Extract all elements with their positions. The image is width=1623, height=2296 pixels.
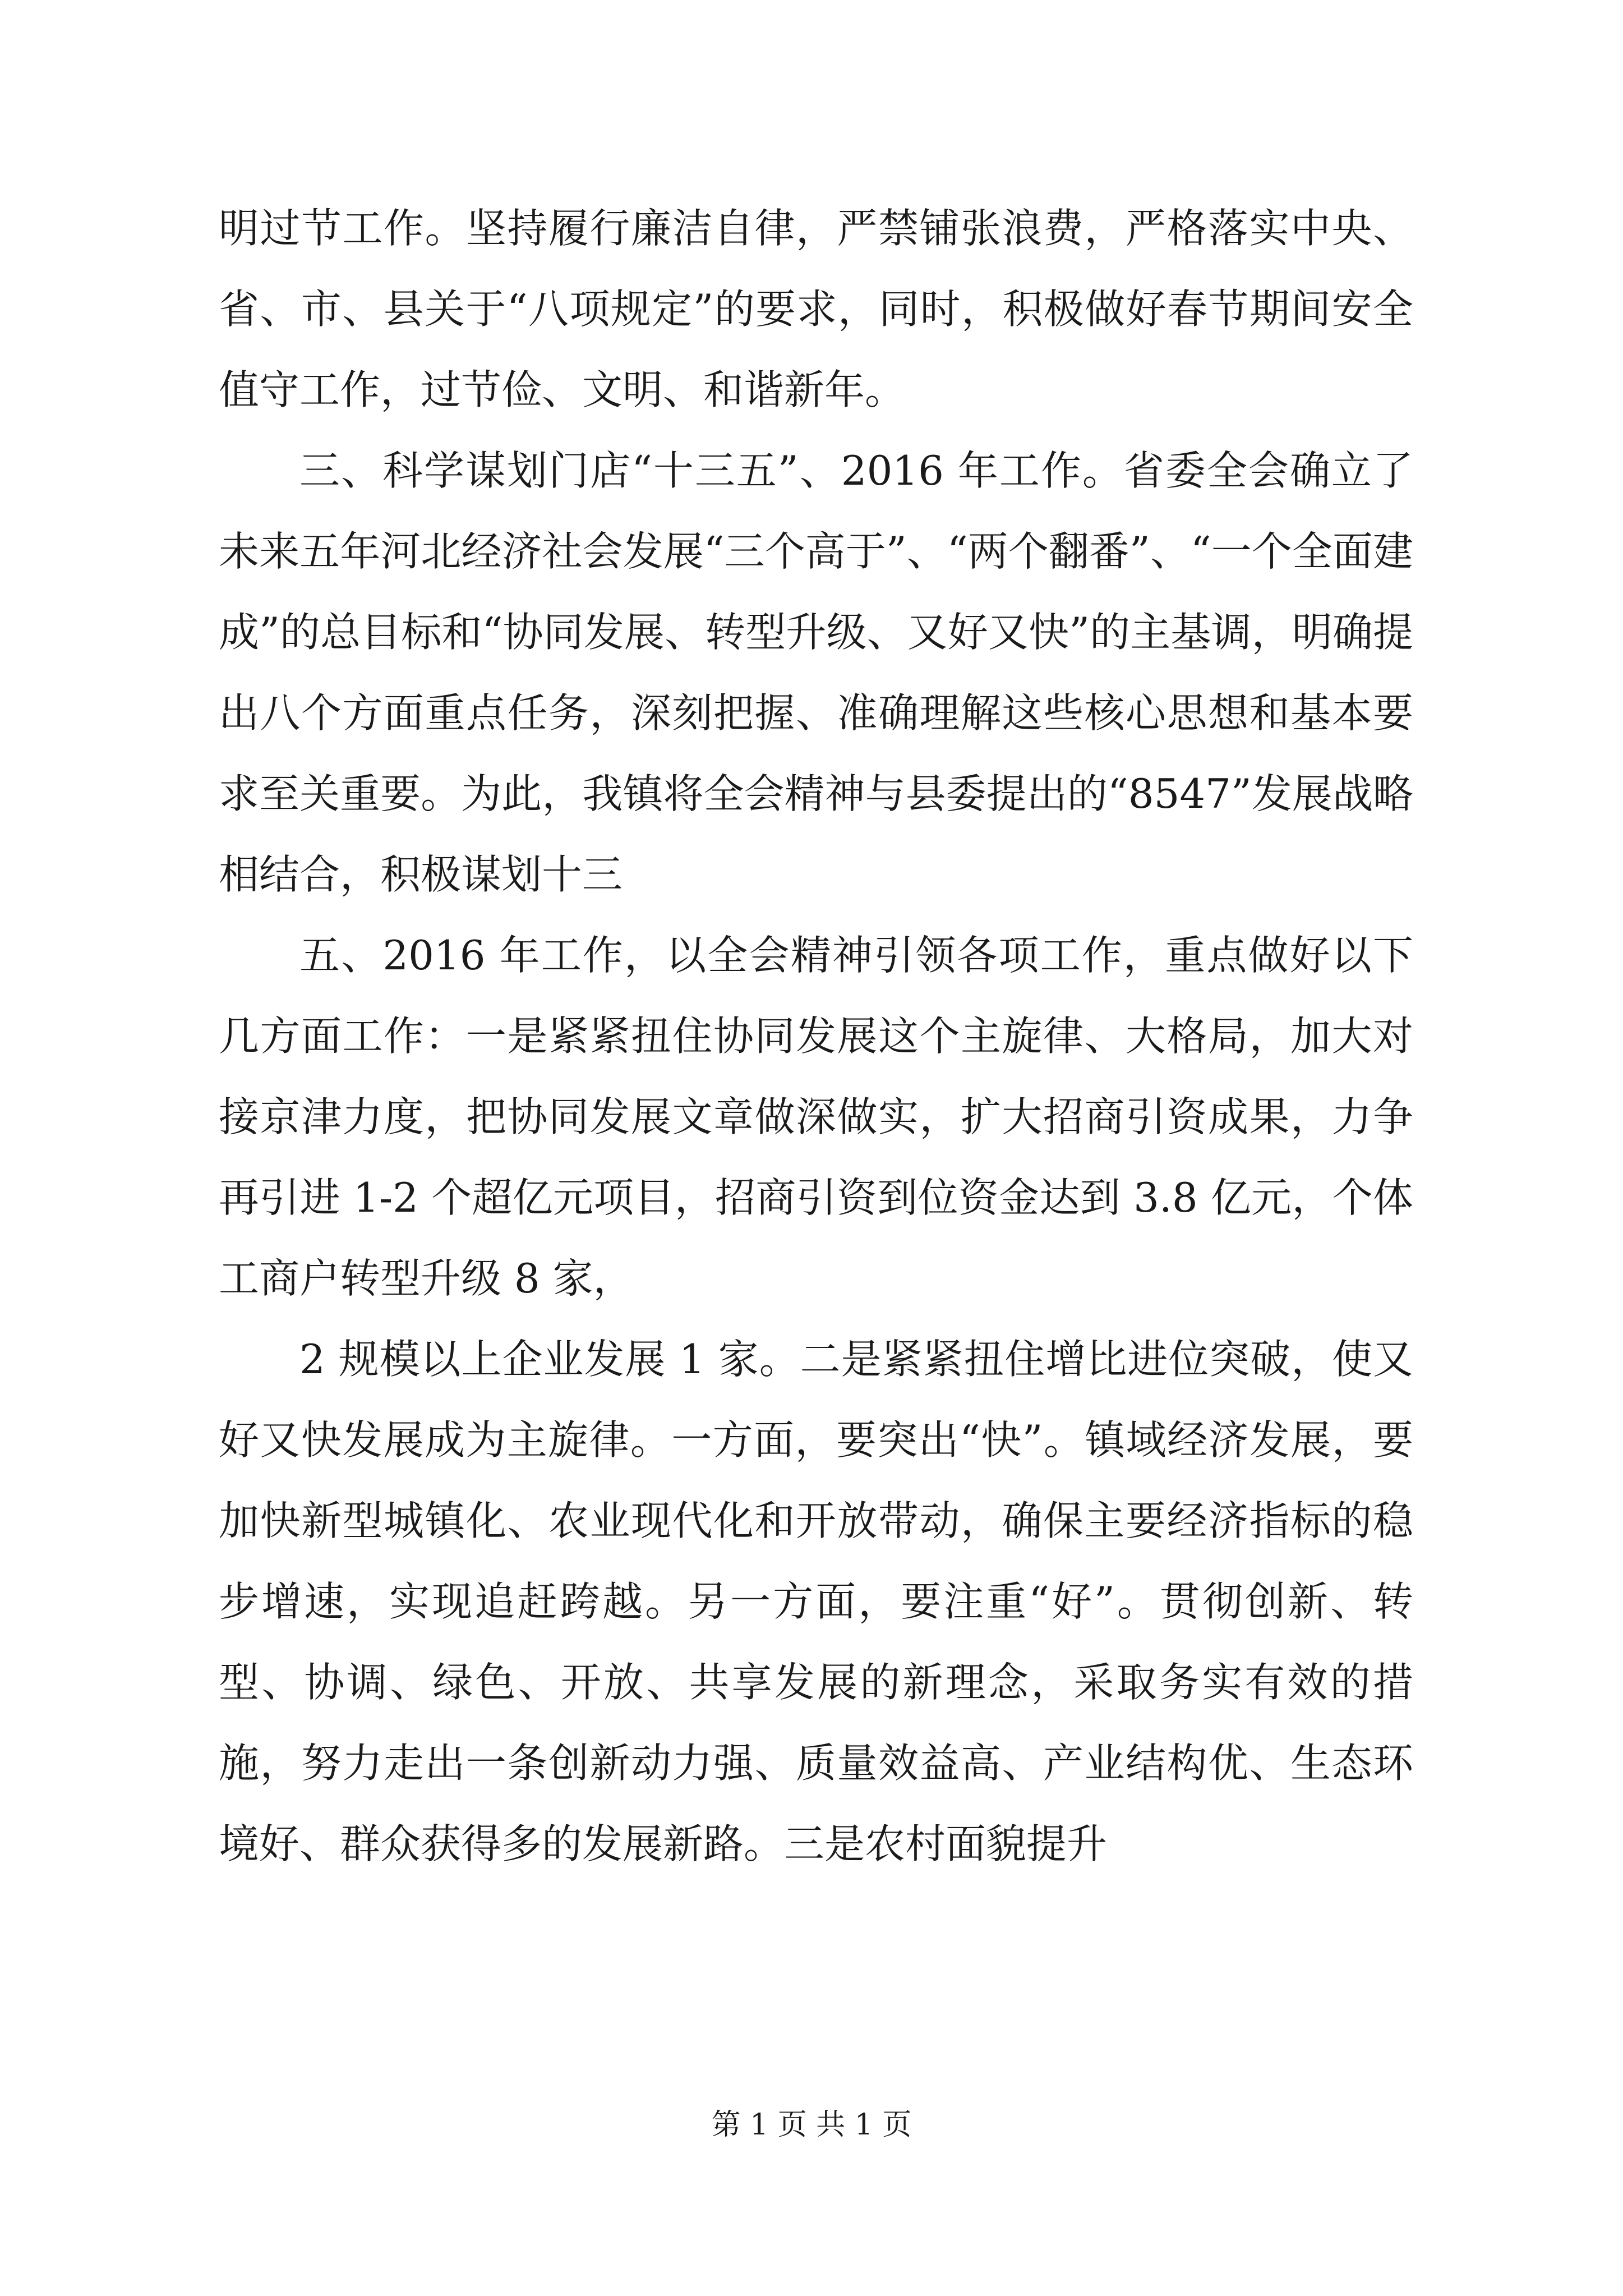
page-footer: 第 1 页 共 1 页: [711, 2108, 912, 2142]
paragraph-3: 五、2016 年工作，以全会精神引领各项工作，重点做好以下几方面工作：一是紧紧扭住协同发展这个主旋律、大格局，加大对接京津力度，把协同发展文章做深做实，扩大招商引资成果，力争再引进 1-2 个超亿元项目，招商引资到位资金达到 3.8 亿元，个体工商户转型升级 8 家，: [219, 932, 1413, 1302]
paragraph-1: 明过节工作。坚持履行廉洁自律，严禁铺张浪费，严格落实中央、省、市、县关于“八项规定”的要求，同时，积极做好春节期间安全值守工作，过节俭、文明、和谐新年。: [219, 205, 1413, 413]
paragraph-2: 三、科学谋划门店“十三五”、2016 年工作。省委全会确立了未来五年河北经济社会发展“三个高于”、“两个翻番”、“一个全面建成”的总目标和“协同发展、转型升级、又好又快”的主基调，明确提出八个方面重点任务，深刻把握、准确理解这些核心思想和基本要求至关重要。为此，我镇将全会精神与县委提出的“8547”发展战略相结合，积极谋划十三: [219, 447, 1413, 898]
paragraph-4: 2 规模以上企业发展 1 家。二是紧紧扭住增比进位突破，使又好又快发展成为主旋律。一方面，要突出“快”。镇域经济发展，要加快新型城镇化、农业现代化和开放带动，确保主要经济指标的稳步增速，实现追赶跨越。另一方面，要注重“好”。贯彻创新、转型、协调、绿色、开放、共享发展的新理念，采取务实有效的措施，努力走出一条创新动力强、质量效益高、产业结构优、生态环境好、群众获得多的发展新路。三是农村面貌提升: [219, 1336, 1413, 1867]
document-body: [219, 188, 1413, 1884]
